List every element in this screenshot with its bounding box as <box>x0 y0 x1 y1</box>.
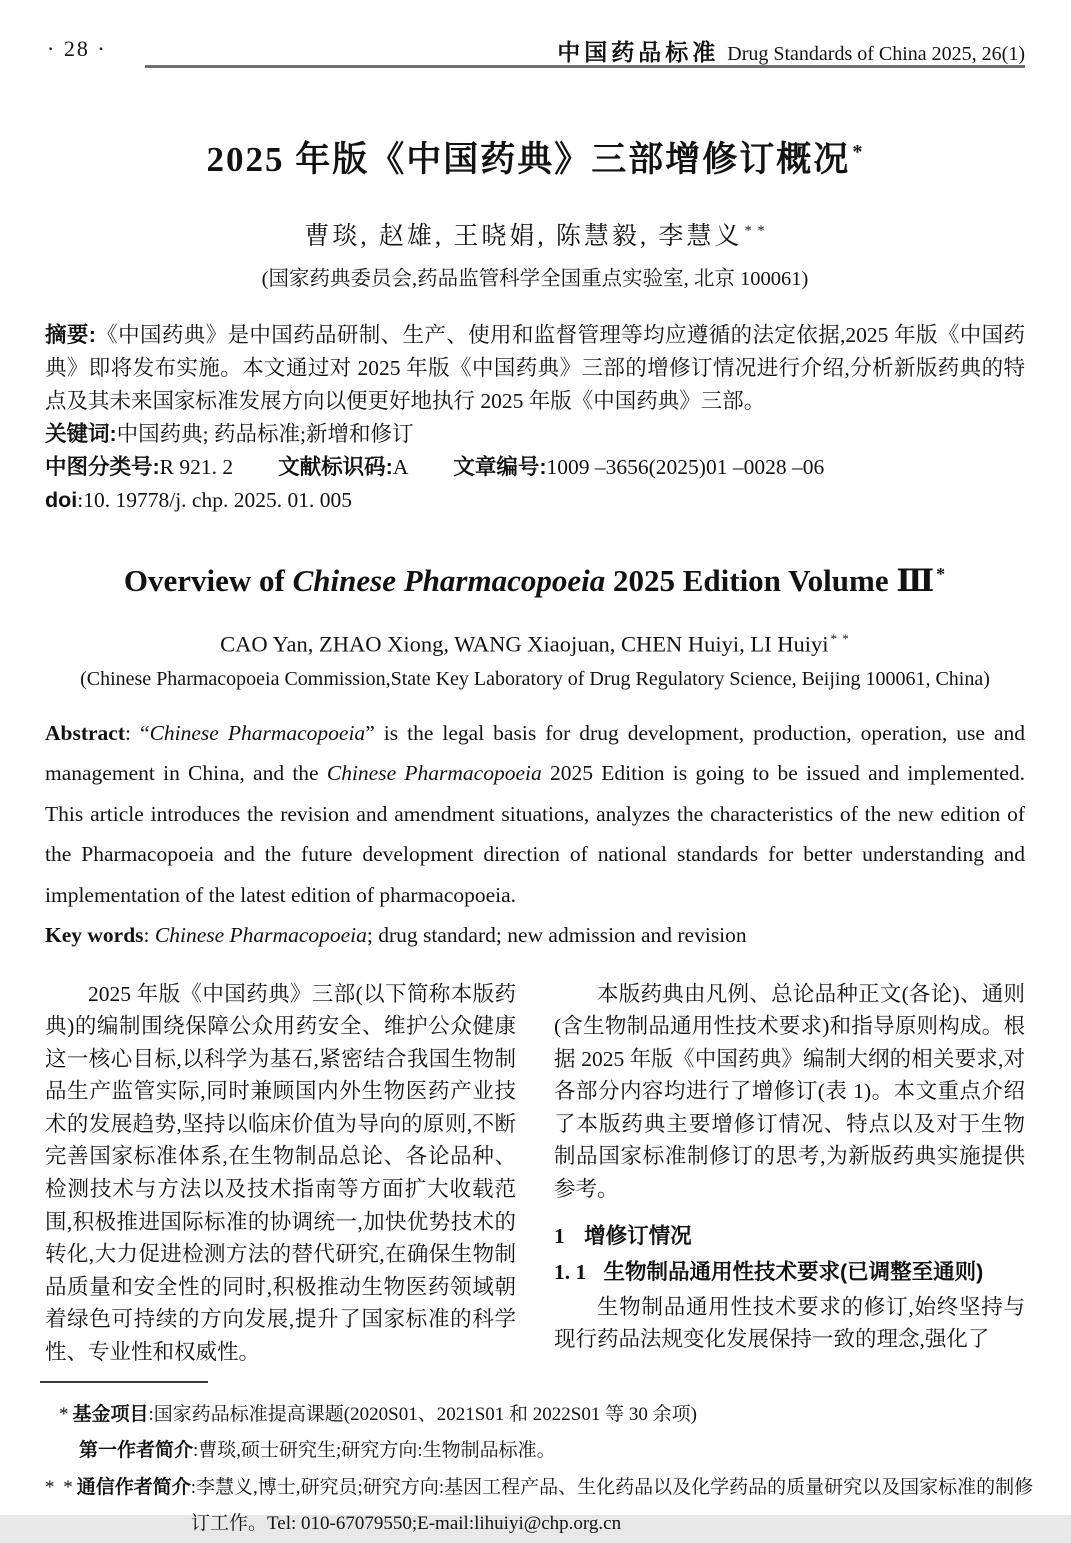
section-1-heading <box>554 1220 1025 1253</box>
section-1-1-heading <box>554 1256 1025 1289</box>
authors-cn <box>45 216 1025 252</box>
doi-label: doi <box>45 488 78 512</box>
section-1-1-paragraph: 生物制品通用性技术要求的修订,始终坚持与现行药品法规变化发展保持一致的理念,强化了 <box>554 1294 1025 1352</box>
keywords-cn-label: 关键词: <box>45 422 117 446</box>
left-column <box>45 978 516 1369</box>
title-en-suffix: 2025 Edition Volume Ⅲ <box>605 563 935 598</box>
keywords-en-label: Key words <box>45 923 144 947</box>
journal-title-en: Drug Standards of China 2025, 26(1) <box>727 43 1025 65</box>
keywords-en-seg3: ; drug standard; new admission and revision <box>366 923 747 947</box>
footnote-corresponding <box>45 1470 1034 1507</box>
footnote-fund-label: 基金项目 <box>72 1403 149 1425</box>
article-title-cn <box>45 132 1025 182</box>
footnote-rule <box>40 1381 208 1383</box>
clc-number <box>45 451 233 484</box>
footnote-corresponding-line1: :李慧义,博士,研究员;研究方向:基因工程产品、生化药品以及化学药品的质量研究以及国家标准的制修 <box>190 1476 1034 1498</box>
article-title-cn-text: 2025 年版《中国药典》三部增修订概况 <box>206 140 851 179</box>
header-rule <box>145 65 1025 68</box>
document-code-label: 文献标识码: <box>278 455 393 479</box>
footnote-corresponding-label: 通信作者简介 <box>76 1476 191 1498</box>
affiliation-cn: (国家药典委员会,药品监管科学全国重点实验室, 北京 100061) <box>261 268 809 290</box>
footnote-corresponding-marker: * * <box>45 1476 75 1498</box>
footnote-first-author-label: 第一作者简介 <box>79 1440 194 1462</box>
footnote-fund <box>45 1397 1025 1434</box>
abstract-en-seg3: ” is the legal basis for drug development, production, operation, use and management in China, and the <box>45 720 1025 785</box>
footnote-fund-text: :国家药品标准提高课题(2020S01、2021S01 和 2022S01 等 30 余项) <box>148 1403 697 1425</box>
clc-label: 中图分类号: <box>45 455 160 479</box>
doi-value: :10. 19778/j. chp. 2025. 01. 005 <box>77 488 352 512</box>
document-code <box>278 451 408 484</box>
footnote-fund-marker: * <box>59 1403 71 1425</box>
footnote-first-author-text: :曹琰,硕士研究生;研究方向:生物制品标准。 <box>193 1440 556 1462</box>
abstract-cn-label: 摘要: <box>45 323 96 347</box>
abstract-en-seg4: Chinese Pharmacopoeia <box>326 761 542 785</box>
title-en-prefix: Overview of <box>123 563 293 598</box>
title-cn-footnote-marker: * <box>852 141 864 164</box>
abstract-cn-text: 《中国药典》是中国药品研制、生产、使用和监督管理等均应遵循的法定依据,2025 年版《中国药典》即将发布实施。本文通过对 2025 年版《中国药典》三部的增修订情况进行介绍,分析新版药典的特点及其未来国家标准发展方向以便更好地执行 2025 年版《中国药典》三部。 <box>45 323 1025 413</box>
article-id <box>453 451 824 484</box>
document-code-value: A <box>392 455 409 479</box>
authors-en-text: CAO Yan, ZHAO Xiong, WANG Xiaojuan, CHEN Huiyi, LI Huiyi <box>220 631 829 657</box>
keywords-cn-text: 中国药典; 药品标准;新增和修订 <box>116 422 414 446</box>
clc-value: R 921. 2 <box>159 455 234 479</box>
section-1-number: 1 <box>554 1223 565 1248</box>
article-id-label: 文章编号: <box>453 455 547 479</box>
section-1-1-title: 生物制品通用性技术要求(已调整至通则) <box>603 1260 984 1285</box>
keywords-en-seg2: Chinese Pharmacopoeia <box>154 923 367 947</box>
footnote-area <box>45 1381 1034 1543</box>
abstract-cn-block <box>45 319 1025 517</box>
journal-title-cn: 中国药品标准 <box>557 40 720 65</box>
journal-masthead <box>557 34 1025 67</box>
keywords-en <box>45 915 1025 956</box>
doi-line <box>45 484 1025 517</box>
section-1-title: 增修订情况 <box>584 1223 692 1248</box>
abstract-en-block <box>45 713 1025 956</box>
authors-cn-text: 曹琰, 赵雄, 王晓娟, 陈慧毅, 李慧义 <box>304 223 743 250</box>
abstract-en-seg5: 2025 Edition is going to be issued and implemented. This article introduces the revision and amendment situations, analyzes the characteristics of the new edition of the Pharmacopoeia and the future development direction of national standards for better understanding and implementation of the latest edition of pharmacopoeia. <box>45 761 1026 907</box>
body-paragraph-right: 本版药典由凡例、总论品种正文(各论)、通则(含生物制品通用性技术要求)和指导原则构成。根据 2025 年版《中国药典》编制大纲的相关要求,对各部分内容均进行了增修订(表 1)。本文重点介绍了本版药典主要增修订情况、特点以及对于生物制品国家标准制修订的思考,为新版药典实施提供参考。 <box>554 981 1025 1202</box>
abstract-en-seg2: Chinese Pharmacopoeia <box>149 720 366 745</box>
affiliation-en: (Chinese Pharmacopoeia Commission,State Key Laboratory of Drug Regulatory Science, Beijing 100061, China) <box>80 667 990 690</box>
right-column <box>554 978 1025 1369</box>
section-1-1-number: 1. 1 <box>554 1260 587 1285</box>
keywords-cn <box>45 418 1025 451</box>
authors-cn-footnote-marker: * * <box>744 222 766 239</box>
footnote-corresponding-continued: 订工作。Tel: 010-67079550;E-mail:lihuiyi@chp.org.cn <box>191 1513 622 1535</box>
abstract-en-label: Abstract <box>45 720 126 745</box>
footnote-first-author <box>45 1433 1025 1470</box>
abstract-en <box>45 713 1025 916</box>
abstract-cn <box>45 319 1025 418</box>
title-en-footnote-marker: * <box>936 563 947 584</box>
authors-en-footnote-marker: * * <box>830 631 850 646</box>
authors-en <box>45 631 1025 658</box>
abstract-en-seg1: : “ <box>125 720 150 745</box>
keywords-en-seg1: : <box>143 923 155 947</box>
article-id-value: 1009 –3656(2025)01 –0028 –06 <box>546 455 825 479</box>
body-paragraph-left: 2025 年版《中国药典》三部(以下简称本版药典)的编制围绕保障公众用药安全、维护公众健康这一核心目标,以科学为基石,紧密结合我国生物制品生产监管实际,同时兼顾国内外生物医药产业技术的发展趋势,坚持以临床价值为导向的原则,不断完善国家标准体系,在生物制品总论、各论品种、检测技术与方法以及技术指南等方面扩大收载范围,积极推进国际标准的协调统一,加快优势技术的转化,大力促进检测方法的替代研究,在确保生物制品质量和安全性的同时,积极推动生物医药领域朝着绿色可持续的方向发展,提升了国家标准的科学性、专业性和权威性。 <box>45 981 516 1365</box>
meta-line <box>45 451 1025 484</box>
body-columns <box>45 978 1025 1369</box>
page-number: · 28 · <box>47 36 107 61</box>
page-header <box>45 34 1025 68</box>
title-en-italic: Chinese Pharmacopoeia <box>292 563 606 598</box>
article-title-en <box>45 563 1025 599</box>
